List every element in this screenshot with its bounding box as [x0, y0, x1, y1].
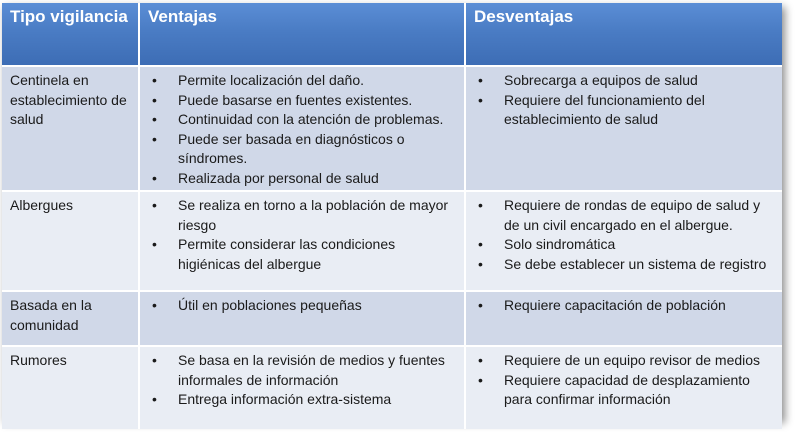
list-item	[148, 351, 458, 390]
list-item-text: Se basa en la revisión de medios y fuentes informales de información	[178, 352, 445, 388]
list-item	[474, 296, 776, 316]
list-item	[474, 255, 776, 275]
bullet-icon: •	[152, 91, 157, 108]
list-item	[148, 110, 458, 130]
list-item	[148, 196, 458, 235]
list-item-text: Requiere de rondas de equipo de salud y de un civil encargado en el albergue.	[504, 197, 761, 233]
list-item-text: Requiere de un equipo revisor de medios	[504, 352, 761, 368]
list-item-text: Útil en poblaciones pequeñas	[178, 297, 362, 313]
bullet-icon: •	[152, 130, 157, 147]
bullet-icon: •	[152, 197, 157, 213]
list-item-text: Se realiza en torno a la población de mayor riesgo	[178, 197, 449, 233]
bullet-icon: •	[152, 169, 157, 186]
bullet-icon: •	[478, 236, 483, 252]
table-row-comunidad	[2, 291, 782, 346]
cell-desventajas	[465, 346, 782, 429]
bullet-icon: •	[478, 255, 483, 272]
cell-desventajas	[465, 291, 782, 346]
list-item	[148, 296, 458, 316]
bullet-icon: •	[152, 352, 157, 368]
list-item	[474, 196, 776, 235]
bullet-icon: •	[152, 391, 157, 407]
table-row-albergues	[2, 191, 782, 291]
list-item-text: Continuidad con la atención de problemas.	[178, 111, 444, 127]
header-desventajas: Desventajas	[465, 3, 782, 66]
bullet-icon: •	[152, 72, 157, 88]
list-item	[148, 390, 458, 410]
desventajas-list	[474, 296, 776, 316]
bullet-icon: •	[478, 371, 483, 388]
bullet-icon: •	[478, 352, 483, 368]
list-item-text: Entrega información extra-sistema	[178, 391, 392, 407]
table-row-centinela	[2, 66, 782, 191]
list-item-text: Requiere capacidad de desplazamiento para confirmar información	[504, 371, 750, 407]
desventajas-list	[474, 196, 776, 274]
list-item	[474, 91, 776, 130]
cell-tipo: Centinela en establecimiento de salud	[2, 66, 139, 191]
list-item	[148, 71, 458, 91]
list-item-text: Permite considerar las condiciones higiénicas del albergue	[178, 236, 396, 272]
list-item-text: Requiere capacitación de población	[504, 297, 726, 313]
bullet-icon: •	[478, 91, 483, 108]
ventajas-list	[148, 71, 458, 188]
list-item-text: Sobrecarga a equipos de salud	[504, 72, 698, 88]
cell-tipo: Basada en la comunidad	[2, 291, 139, 346]
cell-tipo: Rumores	[2, 346, 139, 429]
header-ventajas: Ventajas	[139, 3, 465, 66]
list-item-text: Solo sindromática	[504, 236, 616, 252]
surveillance-comparison-table	[2, 3, 782, 429]
bullet-icon: •	[152, 297, 157, 313]
cell-ventajas	[139, 291, 465, 346]
list-item	[148, 235, 458, 274]
cell-desventajas	[465, 66, 782, 191]
list-item	[474, 71, 776, 91]
cell-ventajas	[139, 346, 465, 429]
list-item	[148, 91, 458, 111]
ventajas-list	[148, 196, 458, 274]
table-row-rumores	[2, 346, 782, 429]
cell-tipo: Albergues	[2, 191, 139, 291]
bullet-icon: •	[152, 111, 157, 127]
cell-ventajas	[139, 191, 465, 291]
list-item-text: Requiere del funcionamiento del establecimiento de salud	[504, 91, 705, 127]
list-item-text: Permite localización del daño.	[178, 72, 364, 88]
list-item-text: Puede basarse en fuentes existentes.	[178, 91, 413, 108]
cell-desventajas	[465, 191, 782, 291]
desventajas-list	[474, 351, 776, 410]
surveillance-table-frame	[2, 3, 782, 419]
ventajas-list	[148, 351, 458, 410]
bullet-icon: •	[478, 72, 483, 88]
list-item	[474, 371, 776, 410]
list-item	[474, 351, 776, 371]
desventajas-list	[474, 71, 776, 130]
bullet-icon: •	[478, 197, 483, 213]
list-item	[148, 169, 458, 189]
list-item-text: Se debe establecer un sistema de registro	[504, 255, 767, 272]
list-item	[148, 130, 458, 169]
table-body	[2, 66, 782, 429]
list-item	[474, 235, 776, 255]
bullet-icon: •	[152, 236, 157, 252]
list-item-text: Puede ser basada en diagnósticos o síndromes.	[178, 130, 405, 166]
table-header-row	[2, 3, 782, 66]
ventajas-list	[148, 296, 458, 316]
bullet-icon: •	[478, 297, 483, 313]
list-item-text: Realizada por personal de salud	[178, 169, 379, 186]
cell-ventajas	[139, 66, 465, 191]
header-tipo-vigilancia: Tipo vigilancia	[2, 3, 139, 66]
